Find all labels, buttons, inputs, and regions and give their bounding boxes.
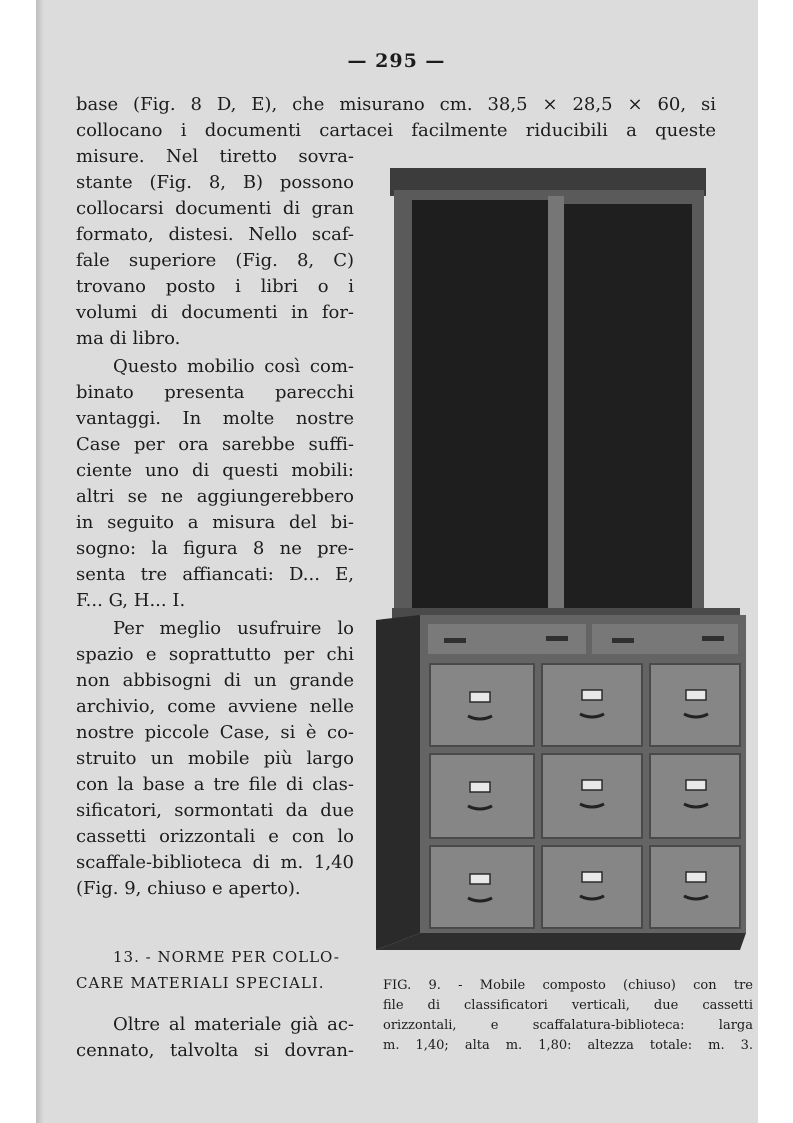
door-stile	[548, 196, 564, 616]
text-line: (Fig. 9, chiuso e aperto).	[76, 878, 301, 899]
section-heading: 13. - NORME PER COLLO-	[113, 948, 340, 966]
text-line: sificatori, sormontati da due	[76, 800, 354, 821]
text-line: sogno: la figura 8 ne pre-	[76, 538, 354, 559]
text-line: spazio e soprattutto per chi	[76, 644, 354, 665]
text-line: con la base a tre file di clas-	[76, 774, 354, 795]
filing-drawer	[542, 846, 642, 928]
drawer-handle	[546, 636, 568, 641]
text-line: archivio, come avviene nelle	[76, 696, 354, 717]
text-line: cennato, talvolta si dovran-	[76, 1040, 354, 1061]
text-line: struito un mobile più largo	[76, 748, 354, 769]
text-line: volumi di documenti in for-	[76, 302, 354, 323]
text-line: cassetti orizzontali e con lo	[76, 826, 354, 847]
text-line: in seguito a misura del bi-	[76, 512, 354, 533]
text-line: collocarsi documenti di gran	[76, 198, 354, 219]
label-holder	[470, 874, 490, 884]
drawer-handle	[702, 636, 724, 641]
page-number: — 295 —	[347, 50, 446, 72]
label-holder	[582, 780, 602, 790]
cabinet-side	[376, 615, 420, 950]
text-line: ciente uno di questi mobili:	[76, 460, 354, 481]
glass-door-right	[564, 204, 692, 608]
figure-caption: orizzontali, e scaffalatura-biblioteca: larga	[383, 1018, 753, 1033]
figure-caption: m. 1,40; alta m. 1,80: altezza totale: m. 3.	[383, 1038, 753, 1053]
text-line: non abbisogni di un grande	[76, 670, 354, 691]
text-line: scaffale-biblioteca di m. 1,40	[76, 852, 354, 873]
figure-caption: FIG. 9. - Mobile composto (chiuso) con tre	[383, 978, 753, 993]
filing-drawer	[650, 846, 740, 928]
text-line: senta tre affiancati: D... E,	[76, 564, 354, 585]
drawer-handle	[444, 638, 466, 643]
label-holder	[582, 690, 602, 700]
page-shadow	[36, 0, 44, 1123]
text-line: ma di libro.	[76, 328, 181, 349]
filing-drawer	[430, 846, 534, 928]
text-line: nostre piccole Case, si è co-	[76, 722, 354, 743]
label-holder	[686, 780, 706, 790]
text-line: Oltre al materiale già ac-	[113, 1014, 354, 1035]
text-line: misure. Nel tiretto sovra-	[76, 146, 354, 167]
text-line: collocano i documenti cartacei facilmente riducibili a queste	[76, 120, 716, 141]
cabinet-base	[376, 933, 746, 950]
text-line: trovano posto i libri o i	[76, 276, 354, 297]
text-line: base (Fig. 8 D, E), che misurano cm. 38,5 × 28,5 × 60, si	[76, 94, 716, 115]
text-line: vantaggi. In molte nostre	[76, 408, 354, 429]
label-holder	[470, 782, 490, 792]
text-line: Per meglio usufruire lo	[113, 618, 354, 639]
label-holder	[686, 690, 706, 700]
text-line: binato presenta parecchi	[76, 382, 354, 403]
label-holder	[686, 872, 706, 882]
text-line: altri se ne aggiungerebbero	[76, 486, 354, 507]
filing-drawer	[542, 754, 642, 838]
text-line: stante (Fig. 8, B) possono	[76, 172, 354, 193]
text-line: formato, distesi. Nello scaf-	[76, 224, 354, 245]
filing-drawer	[430, 664, 534, 746]
text-line: fale superiore (Fig. 8, C)	[76, 250, 354, 271]
cabinet-illustration	[368, 160, 758, 960]
filing-drawer	[430, 754, 534, 838]
section-heading: CARE MATERIALI SPECIALI.	[76, 974, 325, 992]
filing-drawer	[650, 754, 740, 838]
text-line: Case per ora sarebbe suffi-	[76, 434, 354, 455]
glass-door-left	[412, 200, 548, 612]
text-line: Questo mobilio così com-	[113, 356, 354, 377]
label-holder	[470, 692, 490, 702]
cabinet-photo	[368, 160, 758, 960]
figure-caption: file di classificatori verticali, due cassetti	[383, 998, 753, 1013]
filing-drawer	[650, 664, 740, 746]
text-line: F... G, H... I.	[76, 590, 186, 611]
drawer-handle	[612, 638, 634, 643]
label-holder	[582, 872, 602, 882]
filing-drawer	[542, 664, 642, 746]
